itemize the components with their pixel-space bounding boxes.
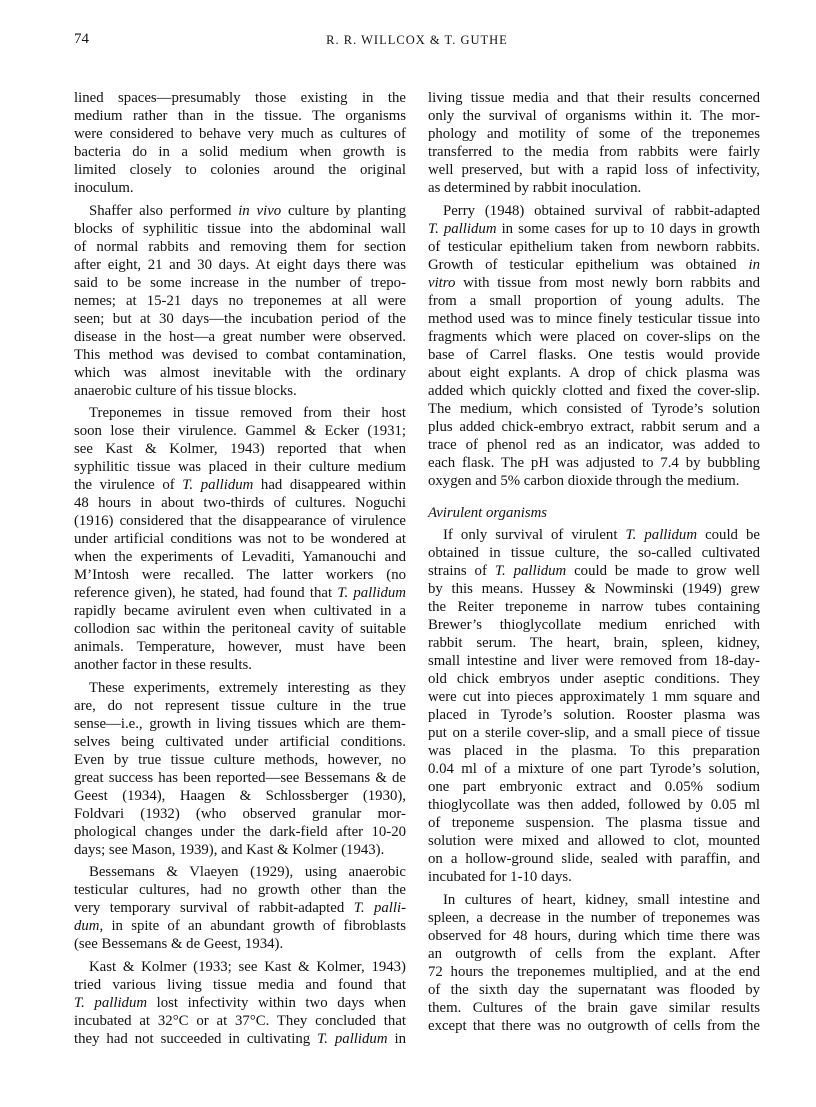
italic-text-run: T. pallidum xyxy=(74,994,148,1011)
text-line: observed for 48 hours, during which time there was xyxy=(428,927,760,944)
text-line: one part embryonic extract and 0.05% sodium xyxy=(428,779,760,795)
text-line: solution were mixed and allowed to clot, mounted xyxy=(428,833,760,849)
text-run: in xyxy=(387,1030,406,1047)
text-line: Geest (1934), Haagen & Schlossberger (1930), xyxy=(74,787,406,804)
text-run: could be xyxy=(697,527,760,543)
text-line: of testicular epithelium taken from newborn rabbits. xyxy=(428,238,760,255)
text-line: limited closely to colonies around the original xyxy=(74,162,406,178)
italic-text-run: in vivo xyxy=(238,202,282,219)
text-run: Growth of testicular epithelium was obtained xyxy=(428,256,749,273)
text-line: M’Intosh were recalled. The latter workers (no xyxy=(74,567,406,583)
paragraph xyxy=(74,679,406,859)
running-head: R. R. WILLCOX & T. GUTHE xyxy=(326,33,508,47)
text-run: culture by planting xyxy=(281,202,406,219)
text-line: seen; but at 30 days—the incubation period of the xyxy=(74,310,406,327)
text-line: medium rather than in the tissue. The organisms xyxy=(74,108,406,124)
text-run: , in spite of an abundant growth of fibroblasts xyxy=(99,918,406,934)
text-line: This method was devised to combat contamination, xyxy=(74,346,406,363)
text-line: The medium, which consisted of Tyrode’s solution xyxy=(428,400,760,417)
text-line xyxy=(74,202,406,220)
text-line xyxy=(74,917,406,935)
text-line: living tissue media and that their results concerned xyxy=(428,90,760,106)
text-line: collodion sac within the peritoneal cavity of suitable xyxy=(74,621,406,637)
text-line: only the survival of organisms within it. The mor- xyxy=(428,108,760,124)
text-line: transferred to the media from rabbits were fairly xyxy=(428,144,760,160)
text-line: incubated at 32°C or at 37°C. They concluded that xyxy=(74,1012,406,1029)
text-line: oxygen and 5% carbon dioxide through the medium. xyxy=(428,472,740,489)
text-line: said to be some increase in the number of trepo- xyxy=(74,274,406,291)
text-line: another factor in these results. xyxy=(74,657,252,673)
text-run: with tissue from most newly born rabbits and xyxy=(455,274,760,291)
left-column xyxy=(74,89,406,1048)
text-line: by this means. Hussey & Nowminski (1949) grew xyxy=(428,581,760,597)
italic-text-run: vitro xyxy=(428,274,456,291)
text-line: 72 hours the treponemes multiplied, and at the end xyxy=(428,963,760,980)
text-line: which was almost inevitable with the ordinary xyxy=(74,364,406,381)
paragraph xyxy=(428,526,760,886)
text-line xyxy=(74,899,406,917)
text-line: on a hollow-ground slide, sealed with paraffin, and xyxy=(428,851,760,867)
paragraph xyxy=(428,891,760,1035)
text-line: about eight explants. A drop of chick plasma was xyxy=(428,364,760,381)
text-line: of the sixth day the supernatant was flooded by xyxy=(428,981,760,998)
text-line: the Reiter treponeme in narrow tubes containing xyxy=(428,599,760,615)
text-line: Even by true tissue culture methods, however, no xyxy=(74,751,406,768)
text-line: blocks of syphilitic tissue into the abdominal wall xyxy=(74,220,406,237)
text-run: Shaffer also performed xyxy=(89,202,239,219)
text-line: of treponeme suspension. The plasma tissue and xyxy=(428,815,760,831)
text-line: plus added chick-embryo extract, rabbit serum and a xyxy=(428,418,760,435)
text-line: when the experiments of Levaditi, Yamanouchi and xyxy=(74,549,406,565)
italic-text-run: T. pallidum xyxy=(428,220,497,237)
page-number: 74 xyxy=(74,31,89,47)
text-line: nemes; at 15-21 days no treponemes at all were xyxy=(74,292,406,309)
text-run: lost infectivity within two days when xyxy=(147,994,406,1011)
text-line: after eight, 21 and 30 days. At eight days there was xyxy=(74,256,406,273)
text-line: Treponemes in tissue removed from their host xyxy=(89,405,406,421)
text-line: Bessemans & Vlaeyen (1929), using anaerobic xyxy=(89,864,406,880)
text-line: disease in the host—a great number were observed. xyxy=(74,328,406,345)
text-run: very temporary survival of rabbit-adapted xyxy=(74,900,354,916)
text-line: Kast & Kolmer (1933; see Kast & Kolmer, 1943) xyxy=(89,958,406,975)
text-line: well preserved, but with a rapid loss of infectivity, xyxy=(428,162,760,178)
italic-text-run: T. pallidum xyxy=(317,1030,388,1047)
text-line: base of Carrel flasks. One testis would provide xyxy=(428,346,760,363)
text-line: phological changes under the dark-field after 10-20 xyxy=(74,823,406,840)
text-line: see Kast & Kolmer, 1943) reported that when xyxy=(74,441,406,457)
italic-text-run: dum xyxy=(74,918,100,934)
text-line xyxy=(428,220,760,238)
text-run: the virulence of xyxy=(74,477,183,493)
text-line: placed in Tyrode’s solution. Rooster plasma was xyxy=(428,707,760,723)
text-line: from a small proportion of young adults. The xyxy=(428,292,760,309)
text-line xyxy=(428,274,760,292)
text-line: sense—i.e., growth in living tissues which are them- xyxy=(74,715,406,732)
text-line: Foldvari (1932) (who observed granular mor- xyxy=(74,805,406,822)
paragraph xyxy=(428,89,760,197)
text-line: an outgrowth of cells from the explant. After xyxy=(428,945,760,962)
text-line: method used was to mince finely testicular tissue into xyxy=(428,310,760,327)
text-line: syphilitic tissue was placed in their culture medium xyxy=(74,459,406,475)
text-line: each flask. The pH was adjusted to 7.4 by bubbling xyxy=(428,454,760,471)
paragraph xyxy=(74,202,406,400)
text-line: testicular cultures, had no growth other than the xyxy=(74,882,406,898)
text-line: (1916) considered that the disappearance of virulence xyxy=(74,513,406,529)
paragraph xyxy=(74,404,406,674)
text-line: obtained in tissue culture, the so-called cultivated xyxy=(428,545,760,561)
text-line: Perry (1948) obtained survival of rabbit-adapted xyxy=(443,202,760,219)
text-line: incubated for 1-10 days. xyxy=(428,869,572,885)
text-line: old chick embryos under aseptic conditions. They xyxy=(428,671,760,687)
text-line: of normal rabbits and removing them for section xyxy=(74,238,406,255)
text-line: except that there was no outgrowth of cells from the xyxy=(428,1017,760,1034)
text-line: inoculum. xyxy=(74,180,134,196)
text-line: tried various living tissue media and found that xyxy=(74,976,406,993)
text-line: were cut into pieces approximately 1 mm square and xyxy=(428,689,760,705)
paragraph xyxy=(74,958,406,1048)
paragraph xyxy=(74,89,406,197)
text-line: rapidly became avirulent even when cultivated in a xyxy=(74,603,406,619)
text-run: had disappeared within xyxy=(253,477,406,493)
text-line: are, do not represent tissue culture in the true xyxy=(74,697,406,714)
text-line xyxy=(74,476,406,494)
text-line: them. Cultures of the brain gave similar results xyxy=(428,999,760,1016)
paragraph xyxy=(74,863,406,953)
text-line: These experiments, extremely interesting as they xyxy=(89,679,406,696)
text-line: spleen, a decrease in the number of treponemes was xyxy=(428,909,760,926)
text-run: in some cases for up to 10 days in growth xyxy=(496,220,760,237)
text-line: bacteria do in a solid medium when growth is xyxy=(74,144,406,160)
text-line: selves being cultivated under artificial conditions. xyxy=(74,733,406,750)
text-line: anaerobic culture of his tissue blocks. xyxy=(74,382,297,399)
text-line: small intestine and liver were removed from 18-day- xyxy=(428,653,760,669)
text-line: 48 hours in about two-thirds of cultures. Noguchi xyxy=(74,495,406,511)
italic-text-run: in xyxy=(748,256,760,273)
text-run: strains of xyxy=(428,563,495,579)
text-line: (see Bessemans & de Geest, 1934). xyxy=(74,936,284,952)
right-column xyxy=(428,89,760,1035)
text-line xyxy=(428,256,760,274)
text-line: trace of phenol red as an indicator, was added to xyxy=(428,436,760,453)
text-run: could be made to grow well xyxy=(566,563,760,579)
text-line: phology and motility of some of the treponemes xyxy=(428,126,760,142)
italic-text-run: T. pallidum xyxy=(625,527,698,543)
italic-text-run: T. palli- xyxy=(353,900,407,916)
text-line xyxy=(74,1030,406,1048)
text-run: If only survival of virulent xyxy=(443,527,626,543)
text-line: added which quickly clotted and fixed the cover-slip. xyxy=(428,382,760,399)
text-line: soon lose their virulence. Gammel & Ecker (1931; xyxy=(74,423,406,439)
text-line: lined spaces—presumably those existing in the xyxy=(74,90,406,106)
text-line: were considered to behave very much as cultures of xyxy=(74,126,406,142)
text-line: under artificial conditions was not to be wondered at xyxy=(74,531,406,547)
text-line: In cultures of heart, kidney, small intestine and xyxy=(443,891,760,908)
text-line: was placed in the plasma. To this preparation xyxy=(428,743,760,759)
text-line: 0.04 ml of a mixture of one part Tyrode’s solution, xyxy=(428,761,760,777)
text-line: rabbit serum. The heart, brain, spleen, kidney, xyxy=(428,635,760,651)
text-line: fragments which were placed on cover-slips on the xyxy=(428,328,760,345)
section-heading: Avirulent organisms xyxy=(428,504,548,521)
text-line: thioglycollate was then added, followed by 0.05 ml xyxy=(428,797,760,813)
paragraph xyxy=(428,202,760,490)
text-line xyxy=(428,526,760,544)
text-line xyxy=(428,562,760,580)
text-line xyxy=(74,584,406,602)
text-line: days; see Mason, 1939), and Kast & Kolmer (1943). xyxy=(74,841,385,858)
text-line: put on a sterile cover-slip, and a small piece of tissue xyxy=(428,725,760,741)
text-run: reference given), he stated, had found that xyxy=(74,585,338,601)
text-line xyxy=(74,994,406,1012)
text-line: animals. Temperature, however, must have been xyxy=(74,639,406,655)
text-line: Brewer’s thioglycollate medium enriched with xyxy=(428,617,760,633)
italic-text-run: T. pallidum xyxy=(494,563,567,579)
italic-text-run: T. pallidum xyxy=(182,477,254,493)
text-line: great success has been reported—see Bessemans & de xyxy=(74,769,406,786)
text-run: they had not succeeded in cultivating xyxy=(74,1030,318,1047)
italic-text-run: T. pallidum xyxy=(337,585,406,601)
text-line: as determined by rabbit inoculation. xyxy=(428,180,642,196)
